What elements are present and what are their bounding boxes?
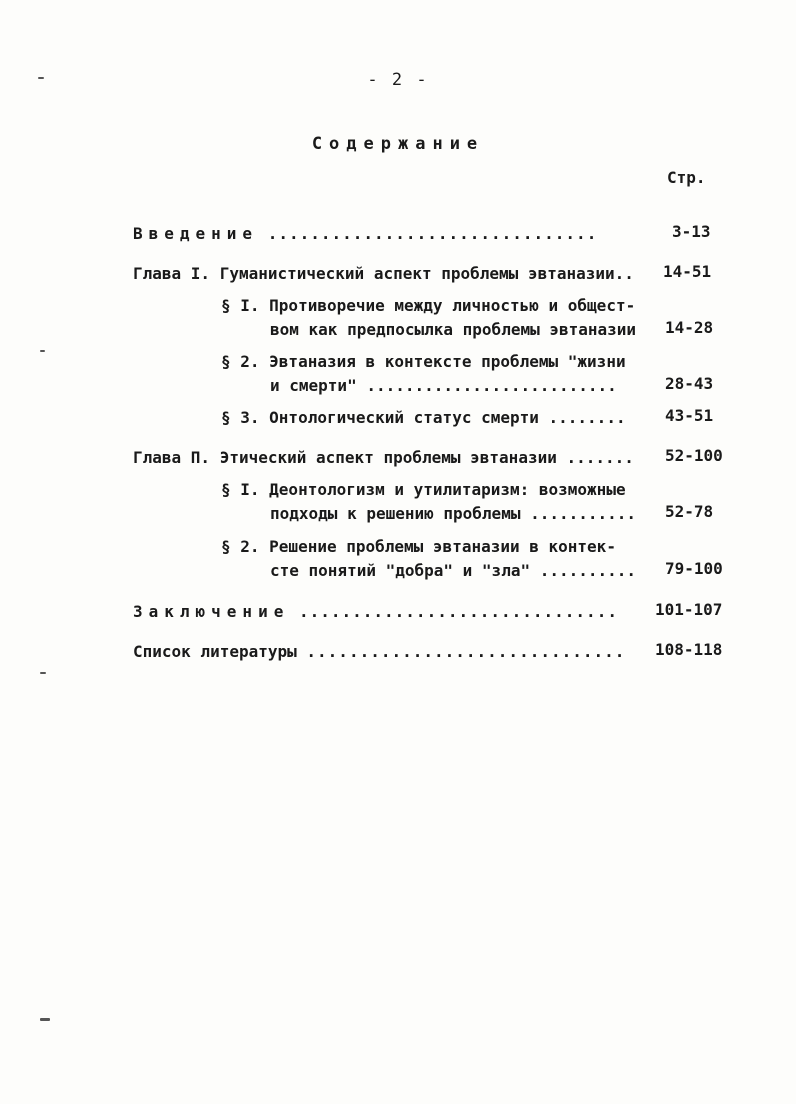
toc-entry-chapter-1: Глава I. Гуманистический аспект проблемы эвтаназии.. (133, 264, 634, 283)
toc-pages-chapter-1: 14-51 (663, 262, 712, 281)
toc-entry-ch1-s2-line1: § 2. Эвтаназия в контексте проблемы "жизни (221, 352, 626, 371)
toc-pages-bibliography: 108-118 (655, 640, 723, 659)
scan-speck (40, 672, 46, 674)
toc-entry-ch1-s3: § 3. Онтологический статус смерти ........ (221, 408, 626, 427)
toc-entry-chapter-2: Глава П. Этический аспект проблемы эвтаназии ....... (133, 448, 634, 467)
toc-leader-dots: .............................. (298, 602, 618, 621)
toc-pages-chapter-2: 52-100 (665, 446, 723, 465)
toc-entry-label: Заключение (133, 602, 290, 621)
toc-entry-ch1-s2-line2: и смерти" .......................... (270, 376, 617, 395)
scan-speck (40, 350, 45, 352)
toc-entry-intro (133, 224, 597, 243)
toc-entry-label: Введение (133, 224, 259, 243)
toc-pages-intro: 3-13 (672, 222, 711, 241)
toc-pages-ch2-s2: 79-100 (665, 559, 723, 578)
toc-pages-ch1-s1: 14-28 (665, 318, 714, 337)
scan-speck (38, 77, 44, 79)
toc-pages-conclusion: 101-107 (655, 600, 723, 619)
toc-entry-bibliography (133, 642, 625, 661)
toc-pages-ch2-s1: 52-78 (665, 502, 714, 521)
page-number: - 2 - (367, 70, 429, 90)
toc-entry-ch2-s1-line2: подходы к решению проблемы ........... (270, 504, 637, 523)
toc-entry-ch2-s2-line1: § 2. Решение проблемы эвтаназии в контек- (221, 537, 616, 556)
toc-leader-dots: ............................... (267, 224, 598, 243)
toc-leader-dots: .............................. (306, 642, 626, 661)
toc-entry-ch2-s2-line2: сте понятий "добра" и "зла" .......... (270, 561, 637, 580)
toc-entry-label: Список литературы (133, 642, 297, 661)
toc-pages-ch1-s2: 28-43 (665, 374, 714, 393)
toc-pages-ch1-s3: 43-51 (665, 406, 714, 425)
toc-entry-ch1-s1-line1: § I. Противоречие между личностью и общест- (221, 296, 636, 315)
toc-entry-conclusion (133, 602, 618, 621)
toc-title: Содержание (311, 134, 485, 154)
toc-entry-ch1-s1-line2: вом как предпосылка проблемы эвтаназии (270, 320, 637, 339)
scan-speck (40, 1018, 50, 1021)
page-column-label: Стр. (667, 168, 706, 187)
toc-entry-ch2-s1-line1: § I. Деонтологизм и утилитаризм: возможные (221, 480, 626, 499)
